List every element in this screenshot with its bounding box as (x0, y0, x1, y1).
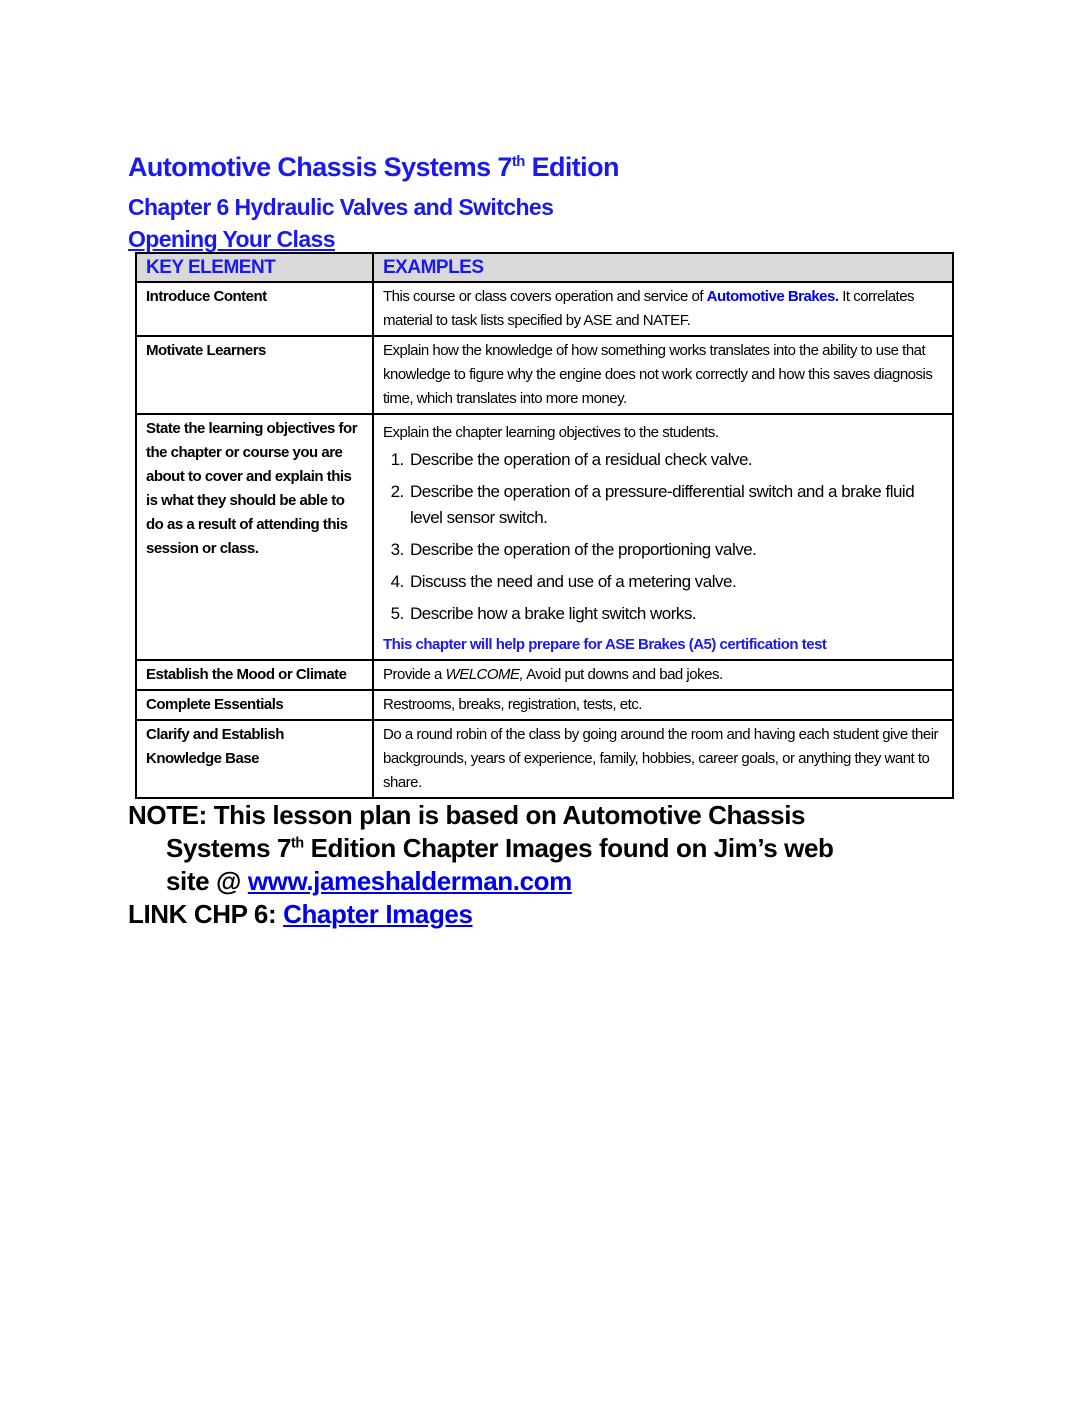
document-title: Automotive Chassis Systems 7th Edition (128, 152, 619, 182)
table-row: Complete Essentials Restrooms, breaks, registration, tests, etc. (136, 690, 953, 720)
note-block: NOTE: This lesson plan is based on Automotive Chassis Systems 7th Edition Chapter Images found on Jim’s web site @ www.jameshalderman.com LINK CHP 6: Chapter Images (128, 800, 834, 929)
header-key-element: KEY ELEMENT (136, 253, 373, 282)
table-row: State the learning objectives for the chapter or course you are about to cover and explain this is what they should be able to do as a result of attending this session or class. Explain the chapter learning objectives to the students. 1. Describe the operation of a residual check valve. 2. Describe the operation of a pressure-differential switch and a brake fluid level sensor switch. 3. Describe the operation of the proportioning valve. 4. Discuss the need and use of a metering valve. 5. Describe how a brake light switch works. This chapter will help prepare for ASE Brakes (A5) certification test (136, 414, 953, 660)
website-link[interactable]: www.jameshalderman.com (247, 866, 572, 896)
table-row: Establish the Mood or Climate Provide a WELCOME, Avoid put downs and bad jokes. (136, 660, 953, 690)
objectives-list: 1. Describe the operation of a residual check valve. 2. Describe the operation of a pressure-differential switch and a brake fluid level sensor switch. 3. Describe the operation of the proportioning valve. 4. Discuss the need and use of a metering valve. 5. Describe how a brake light switch works. (383, 447, 943, 627)
table-header-row (136, 253, 953, 282)
table-row: Introduce Content This course or class covers operation and service of Automotive Brakes. It correlates material to task lists specified by ASE and NATEF. (136, 282, 953, 336)
table-row: Clarify and Establish Knowledge Base Do a round robin of the class by going around the room and having each student give their backgrounds, years of experience, family, hobbies, career goals, or anything they want to share. (136, 720, 953, 798)
table-row: Motivate Learners Explain how the knowledge of how something works translates into the ability to use that knowledge to figure why the engine does not work correctly and how this saves diagnosis time, which translates into more money. (136, 336, 953, 414)
chapter-images-link[interactable]: Chapter Images (283, 899, 473, 929)
lesson-table (135, 252, 954, 799)
chapter-title: Chapter 6 Hydraulic Valves and Switches (128, 194, 554, 220)
certification-note: This chapter will help prepare for ASE Brakes (A5) certification test (383, 636, 827, 653)
header-examples: EXAMPLES (373, 253, 953, 282)
section-heading: Opening Your Class (128, 226, 335, 252)
